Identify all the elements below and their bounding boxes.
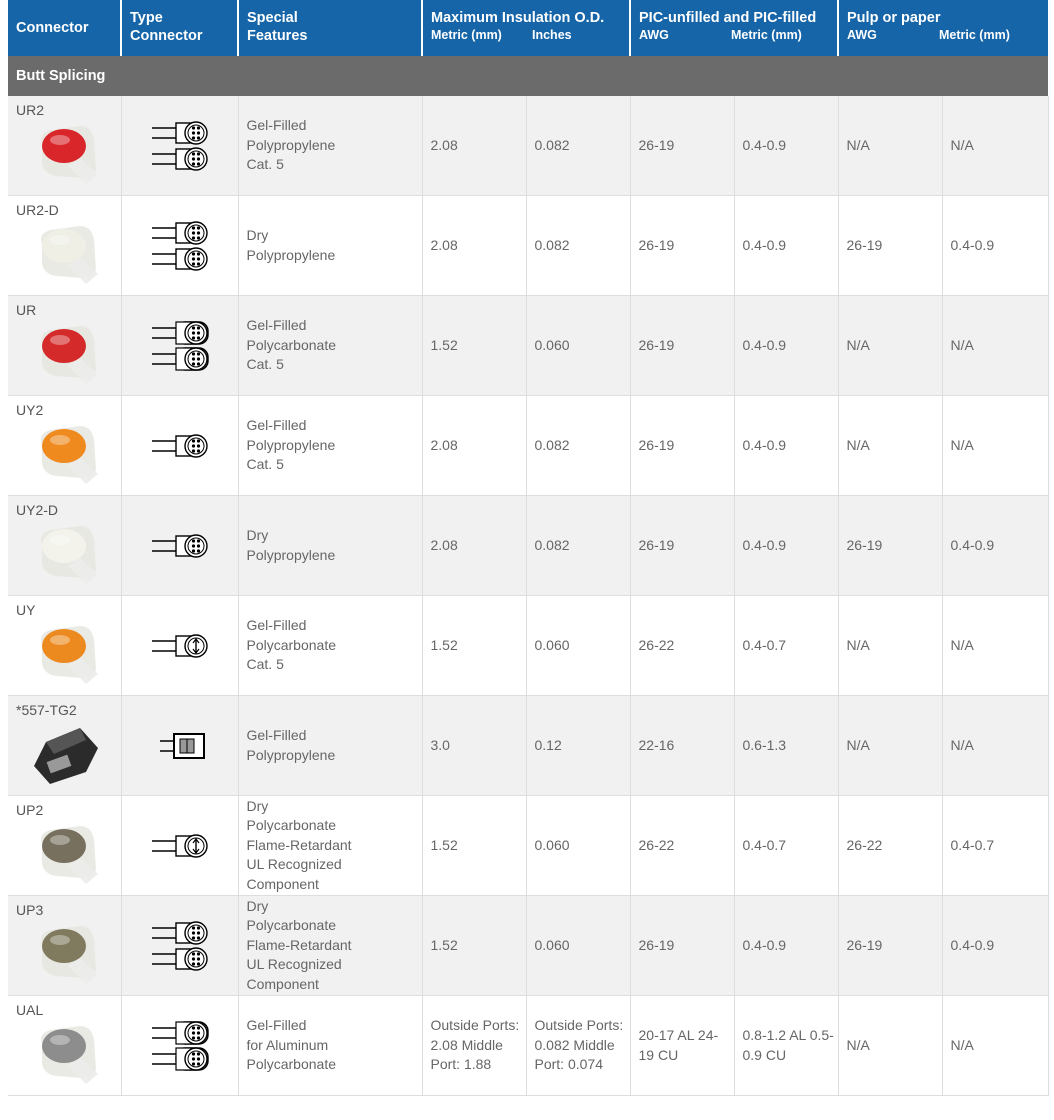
pic-metric-cell <box>734 296 838 396</box>
pulp-awg-cell <box>838 796 942 896</box>
max-insulation-inches-value: 0.12 <box>534 736 562 753</box>
pic-awg-value: 26-19 <box>638 436 675 453</box>
pulp-awg-cell <box>838 296 942 396</box>
feature-line: Polypropylene <box>246 436 336 453</box>
feature-line: for Aluminum <box>246 1036 329 1053</box>
max-insulation-inches-cell <box>526 496 630 596</box>
type-connector-cell <box>121 496 238 596</box>
pulp-metric-value: 0.4-0.7 <box>950 836 995 853</box>
max-insulation-metric-value: 2.08 <box>430 236 458 253</box>
connector-photo <box>28 918 104 988</box>
pulp-awg-cell <box>838 496 942 596</box>
feature-line: Polypropylene <box>246 136 336 153</box>
pulp-metric-cell <box>942 596 1048 696</box>
pic-metric-cell <box>734 896 838 996</box>
max-insulation-inches-cell <box>526 696 630 796</box>
max-insulation-inches-value: 0.060 <box>534 336 570 353</box>
pic-awg-value: 26-22 <box>638 636 675 653</box>
feature-line: Polycarbonate <box>246 1056 337 1073</box>
section-title: Butt Splicing <box>8 56 1048 96</box>
max-insulation-metric-value: 1.52 <box>430 836 458 853</box>
pic-metric-value: 0.4-0.9 <box>742 336 787 353</box>
max-insulation-inches-value: 0.060 <box>534 836 570 853</box>
max-insulation-inches-cell <box>526 196 630 296</box>
feature-line: Dry <box>246 797 269 814</box>
pulp-metric-cell <box>942 196 1048 296</box>
pic-metric-cell <box>734 996 838 1096</box>
connector-name: UY2-D <box>16 502 59 518</box>
pic-awg-cell <box>630 496 734 596</box>
pic-metric-cell <box>734 796 838 896</box>
pulp-metric-value: 0.4-0.9 <box>950 236 995 253</box>
connector-type-symbol <box>140 511 220 581</box>
feature-line: Polycarbonate <box>246 336 337 353</box>
connector-name: UR <box>16 302 37 318</box>
pulp-metric-cell <box>942 96 1048 196</box>
pic-awg-value: 26-19 <box>638 936 675 953</box>
pic-metric-value: 0.4-0.7 <box>742 836 787 853</box>
type-connector-cell <box>121 996 238 1096</box>
connector-photo <box>28 618 104 688</box>
feature-line: Cat. 5 <box>246 356 284 373</box>
connector-cell <box>8 796 121 896</box>
pulp-metric-value: N/A <box>950 336 974 353</box>
special-features-cell <box>238 96 422 196</box>
special-features-cell <box>238 496 422 596</box>
pulp-metric-cell <box>942 796 1048 896</box>
special-features-cell <box>238 796 422 896</box>
max-insulation-metric-value: 2.08 <box>430 436 458 453</box>
table-row <box>8 96 1048 196</box>
max-insulation-metric-cell <box>422 996 526 1096</box>
special-features-cell <box>238 996 422 1096</box>
connector-photo <box>28 418 104 488</box>
header-max-insulation: Maximum Insulation O.D. Metric (mm) Inches <box>422 0 630 56</box>
table-row <box>8 596 1048 696</box>
max-insulation-metric-value: 1.52 <box>430 636 458 653</box>
pic-metric-value: 0.4-0.9 <box>742 136 787 153</box>
special-features-cell <box>238 196 422 296</box>
table-row <box>8 896 1048 996</box>
pulp-metric-cell <box>942 696 1048 796</box>
pulp-awg-cell <box>838 896 942 996</box>
pic-metric-value: 0.4-0.9 <box>742 436 787 453</box>
connector-type-symbol <box>140 1011 220 1081</box>
connector-type-symbol <box>140 111 220 181</box>
max-insulation-metric-cell <box>422 396 526 496</box>
connector-photo <box>28 218 104 288</box>
max-insulation-inches-value: 0.082 <box>534 436 570 453</box>
connector-name: UAL <box>16 1002 44 1018</box>
pic-awg-cell <box>630 196 734 296</box>
type-connector-cell <box>121 896 238 996</box>
max-insulation-inches-value: Outside Ports: 0.082 Middle Port: 0.074 <box>534 1017 624 1073</box>
max-insulation-inches-value: 0.082 <box>534 236 570 253</box>
pic-awg-value: 20-17 AL 24-19 CU <box>638 1027 719 1063</box>
feature-line: UL Recognized <box>246 956 342 973</box>
connector-photo <box>28 118 104 188</box>
connector-photo <box>28 518 104 588</box>
max-insulation-metric-cell <box>422 696 526 796</box>
pulp-awg-value: 26-19 <box>846 936 883 953</box>
pic-awg-cell <box>630 696 734 796</box>
max-insulation-metric-value: 1.52 <box>430 936 458 953</box>
pic-metric-cell <box>734 96 838 196</box>
feature-line: Gel-Filled <box>246 617 307 634</box>
max-insulation-inches-cell <box>526 796 630 896</box>
feature-line: Gel-Filled <box>246 117 307 134</box>
connector-cell <box>8 996 121 1096</box>
max-insulation-metric-value: 2.08 <box>430 536 458 553</box>
pulp-awg-value: 26-19 <box>846 536 883 553</box>
max-insulation-metric-cell <box>422 496 526 596</box>
pulp-awg-value: N/A <box>846 436 870 453</box>
pulp-awg-cell <box>838 696 942 796</box>
pulp-awg-value: 26-19 <box>846 236 883 253</box>
table-row <box>8 996 1048 1096</box>
connector-type-symbol <box>140 911 220 981</box>
table-row <box>8 696 1048 796</box>
header-type-connector: Type Connector <box>121 0 238 56</box>
header-row <box>8 0 1048 56</box>
pulp-metric-value: N/A <box>950 136 974 153</box>
pulp-awg-cell <box>838 596 942 696</box>
pic-metric-value: 0.4-0.9 <box>742 536 787 553</box>
pic-awg-cell <box>630 596 734 696</box>
max-insulation-inches-cell <box>526 396 630 496</box>
feature-line: Cat. 5 <box>246 656 284 673</box>
max-insulation-inches-value: 0.082 <box>534 536 570 553</box>
pulp-awg-cell <box>838 996 942 1096</box>
pulp-awg-value: N/A <box>846 336 870 353</box>
pulp-metric-value: N/A <box>950 636 974 653</box>
connector-type-symbol <box>140 311 220 381</box>
pic-metric-value: 0.4-0.7 <box>742 636 787 653</box>
pic-awg-value: 22-16 <box>638 736 675 753</box>
max-insulation-metric-cell <box>422 96 526 196</box>
feature-line: Gel-Filled <box>246 1017 307 1034</box>
special-features-cell <box>238 896 422 996</box>
feature-line: Gel-Filled <box>246 317 307 334</box>
feature-line: Cat. 5 <box>246 456 284 473</box>
section-row <box>8 56 1048 96</box>
type-connector-cell <box>121 396 238 496</box>
pulp-metric-cell <box>942 496 1048 596</box>
feature-line: Gel-Filled <box>246 417 307 434</box>
connector-cell <box>8 596 121 696</box>
connector-type-symbol <box>140 711 220 781</box>
pulp-metric-value: 0.4-0.9 <box>950 536 995 553</box>
max-insulation-metric-value: 1.52 <box>430 336 458 353</box>
connector-name: *557-TG2 <box>16 702 77 718</box>
pic-awg-cell <box>630 396 734 496</box>
max-insulation-metric-value: 2.08 <box>430 136 458 153</box>
pic-awg-cell <box>630 296 734 396</box>
connector-photo <box>28 818 104 888</box>
table-row <box>8 496 1048 596</box>
max-insulation-inches-cell <box>526 896 630 996</box>
connector-photo <box>28 318 104 388</box>
header-special-features: Special Features <box>238 0 422 56</box>
feature-line: UL Recognized <box>246 856 342 873</box>
pulp-metric-cell <box>942 896 1048 996</box>
pic-awg-cell <box>630 96 734 196</box>
type-connector-cell <box>121 296 238 396</box>
connector-name: UR2 <box>16 102 45 118</box>
pic-awg-cell <box>630 996 734 1096</box>
pic-awg-value: 26-19 <box>638 236 675 253</box>
pic-metric-cell <box>734 496 838 596</box>
pulp-metric-value: N/A <box>950 436 974 453</box>
feature-line: Dry <box>246 227 269 243</box>
connector-type-symbol <box>140 211 220 281</box>
header-connector: Connector <box>8 0 121 56</box>
feature-line: Polycarbonate <box>246 636 337 653</box>
pic-metric-cell <box>734 196 838 296</box>
connector-table <box>8 0 1049 1096</box>
max-insulation-inches-value: 0.060 <box>534 936 570 953</box>
feature-line: Component <box>246 875 319 892</box>
feature-line: Polycarbonate <box>246 917 337 934</box>
connector-name: UR2-D <box>16 202 59 218</box>
max-insulation-metric-cell <box>422 796 526 896</box>
max-insulation-inches-cell <box>526 96 630 196</box>
connector-cell <box>8 496 121 596</box>
pic-metric-value: 0.8-1.2 AL 0.5-0.9 CU <box>742 1027 834 1063</box>
max-insulation-metric-cell <box>422 596 526 696</box>
pic-awg-value: 26-19 <box>638 336 675 353</box>
type-connector-cell <box>121 696 238 796</box>
pic-metric-cell <box>734 596 838 696</box>
feature-line: Dry <box>246 897 269 914</box>
max-insulation-metric-cell <box>422 896 526 996</box>
pulp-awg-value: N/A <box>846 736 870 753</box>
pic-metric-cell <box>734 396 838 496</box>
connector-type-symbol <box>140 411 220 481</box>
special-features-cell <box>238 696 422 796</box>
max-insulation-metric-cell <box>422 296 526 396</box>
feature-line: Gel-Filled <box>246 727 307 743</box>
max-insulation-metric-value: 3.0 <box>430 736 450 753</box>
connector-name: UY2 <box>16 402 44 418</box>
connector-photo <box>28 718 104 788</box>
feature-line: Cat. 5 <box>246 156 284 173</box>
feature-line: Polypropylene <box>246 246 336 263</box>
feature-line: Polycarbonate <box>246 817 337 834</box>
type-connector-cell <box>121 596 238 696</box>
feature-line: Polypropylene <box>246 746 336 763</box>
max-insulation-metric-value: Outside Ports: 2.08 Middle Port: 1.88 <box>430 1017 520 1073</box>
pulp-metric-cell <box>942 396 1048 496</box>
max-insulation-inches-value: 0.060 <box>534 636 570 653</box>
connector-cell <box>8 896 121 996</box>
special-features-cell <box>238 296 422 396</box>
header-pulp: Pulp or paper AWG Metric (mm) <box>838 0 1048 56</box>
pulp-metric-value: 0.4-0.9 <box>950 936 995 953</box>
max-insulation-metric-cell <box>422 196 526 296</box>
connector-name: UP3 <box>16 902 44 918</box>
pulp-metric-value: N/A <box>950 736 974 753</box>
connector-name: UY <box>16 602 36 618</box>
pic-metric-value: 0.6-1.3 <box>742 736 787 753</box>
type-connector-cell <box>121 96 238 196</box>
pulp-awg-value: N/A <box>846 636 870 653</box>
pulp-metric-value: N/A <box>950 1036 974 1053</box>
pulp-awg-cell <box>838 396 942 496</box>
pic-awg-value: 26-19 <box>638 536 675 553</box>
table-row <box>8 296 1048 396</box>
max-insulation-inches-cell <box>526 996 630 1096</box>
max-insulation-inches-cell <box>526 596 630 696</box>
connector-cell <box>8 696 121 796</box>
feature-line: Flame-Retardant <box>246 936 352 953</box>
pic-awg-value: 26-19 <box>638 136 675 153</box>
pulp-awg-cell <box>838 196 942 296</box>
feature-line: Flame-Retardant <box>246 836 352 853</box>
connector-cell <box>8 196 121 296</box>
type-connector-cell <box>121 796 238 896</box>
connector-cell <box>8 396 121 496</box>
connector-cell <box>8 96 121 196</box>
pic-awg-cell <box>630 896 734 996</box>
pulp-metric-cell <box>942 996 1048 1096</box>
pulp-awg-cell <box>838 96 942 196</box>
pic-awg-value: 26-22 <box>638 836 675 853</box>
type-connector-cell <box>121 196 238 296</box>
pulp-metric-cell <box>942 296 1048 396</box>
pulp-awg-value: N/A <box>846 136 870 153</box>
table-row <box>8 196 1048 296</box>
connector-cell <box>8 296 121 396</box>
header-pic: PIC-unfilled and PIC-filled AWG Metric (mm) <box>630 0 838 56</box>
connector-type-symbol <box>140 611 220 681</box>
feature-line: Component <box>246 975 319 992</box>
pic-metric-value: 0.4-0.9 <box>742 236 787 253</box>
feature-line: Dry <box>246 527 269 543</box>
connector-photo <box>28 1018 104 1088</box>
special-features-cell <box>238 596 422 696</box>
pic-metric-value: 0.4-0.9 <box>742 936 787 953</box>
table-row <box>8 396 1048 496</box>
table-row <box>8 796 1048 896</box>
pulp-awg-value: N/A <box>846 1036 870 1053</box>
feature-line: Polypropylene <box>246 546 336 563</box>
special-features-cell <box>238 396 422 496</box>
pulp-awg-value: 26-22 <box>846 836 883 853</box>
pic-awg-cell <box>630 796 734 896</box>
max-insulation-inches-cell <box>526 296 630 396</box>
pic-metric-cell <box>734 696 838 796</box>
max-insulation-inches-value: 0.082 <box>534 136 570 153</box>
connector-name: UP2 <box>16 802 44 818</box>
connector-type-symbol <box>140 811 220 881</box>
